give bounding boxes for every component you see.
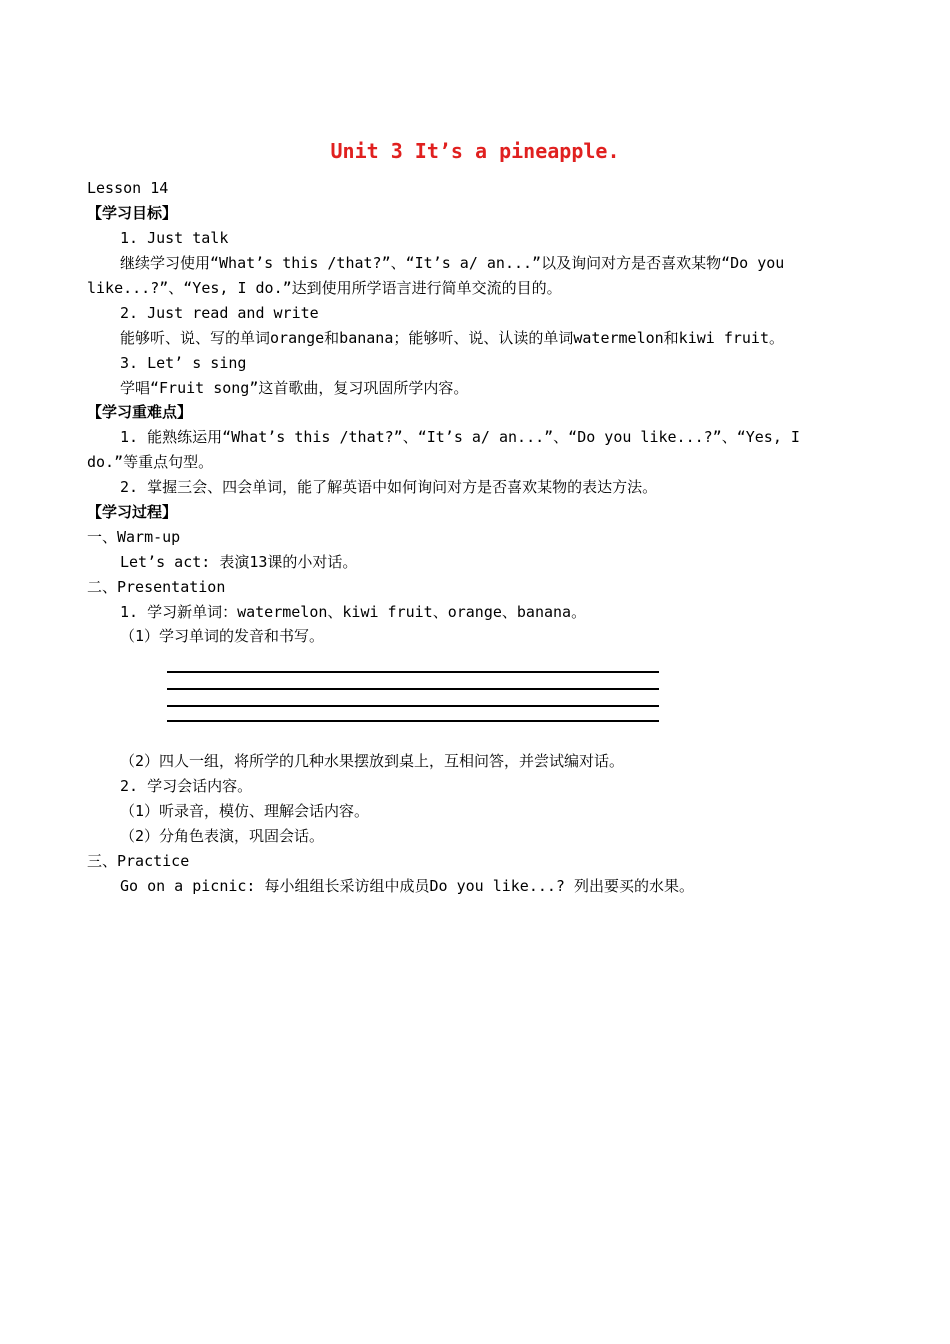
key-point-1-b: do.”等重点句型。 bbox=[87, 453, 214, 471]
presentation-item-1-sub-2: （2）四人一组，将所学的几种水果摆放到桌上，互相问答，并尝试编对话。 bbox=[120, 752, 625, 770]
presentation-item-1: 1. 学习新单词：watermelon、kiwi fruit、orange、banana。 bbox=[120, 603, 587, 621]
objective-3-title: 3. Let’ s sing bbox=[120, 354, 247, 372]
presentation-title: 二、Presentation bbox=[87, 578, 226, 596]
writing-line-3 bbox=[167, 705, 659, 707]
presentation-item-2: 2. 学习会话内容。 bbox=[120, 777, 253, 795]
presentation-item-2-sub-2: （2）分角色表演，巩固会话。 bbox=[120, 827, 325, 845]
writing-line-4 bbox=[167, 720, 659, 722]
key-points-heading: 【学习重难点】 bbox=[87, 403, 193, 421]
practice-title: 三、Practice bbox=[87, 852, 190, 870]
key-point-1-a: 1. 能熟练运用“What’s this /that?”、“It’s a/ an...”、“Do you like...?”、“Yes, I bbox=[120, 428, 800, 446]
key-point-2: 2. 掌握三会、四会单词，能了解英语中如何询问对方是否喜欢某物的表达方法。 bbox=[120, 478, 658, 496]
objective-2-title: 2. Just read and write bbox=[120, 304, 319, 322]
writing-line-2 bbox=[167, 688, 659, 690]
warmup-text: Let’s act: 表演13课的小对话。 bbox=[120, 553, 358, 571]
objective-1-text-b: like...?”、“Yes, I do.”达到使用所学语言进行简单交流的目的。 bbox=[87, 279, 562, 297]
warmup-title: 一、Warm-up bbox=[87, 528, 181, 546]
practice-text: Go on a picnic: 每小组组长采访组中成员Do you like...? 列出要买的水果。 bbox=[120, 877, 694, 895]
objective-2-text: 能够听、说、写的单词orange和banana；能够听、说、认读的单词watermelon和kiwi fruit。 bbox=[120, 329, 784, 347]
presentation-item-1-sub-1: （1）学习单词的发音和书写。 bbox=[120, 627, 325, 645]
writing-line-1 bbox=[167, 671, 659, 673]
process-heading: 【学习过程】 bbox=[87, 503, 178, 521]
presentation-item-2-sub-1: （1）听录音，模仿、理解会话内容。 bbox=[120, 802, 370, 820]
objectives-heading: 【学习目标】 bbox=[87, 204, 178, 222]
document-title: Unit 3 It’s a pineapple. bbox=[330, 139, 620, 163]
objective-1-title: 1. Just talk bbox=[120, 229, 229, 247]
objective-3-text: 学唱“Fruit song”这首歌曲，复习巩固所学内容。 bbox=[120, 379, 469, 397]
lesson-label: Lesson 14 bbox=[87, 179, 169, 197]
objective-1-text-a: 继续学习使用“What’s this /that?”、“It’s a/ an...”以及询问对方是否喜欢某物“Do you bbox=[120, 254, 785, 272]
